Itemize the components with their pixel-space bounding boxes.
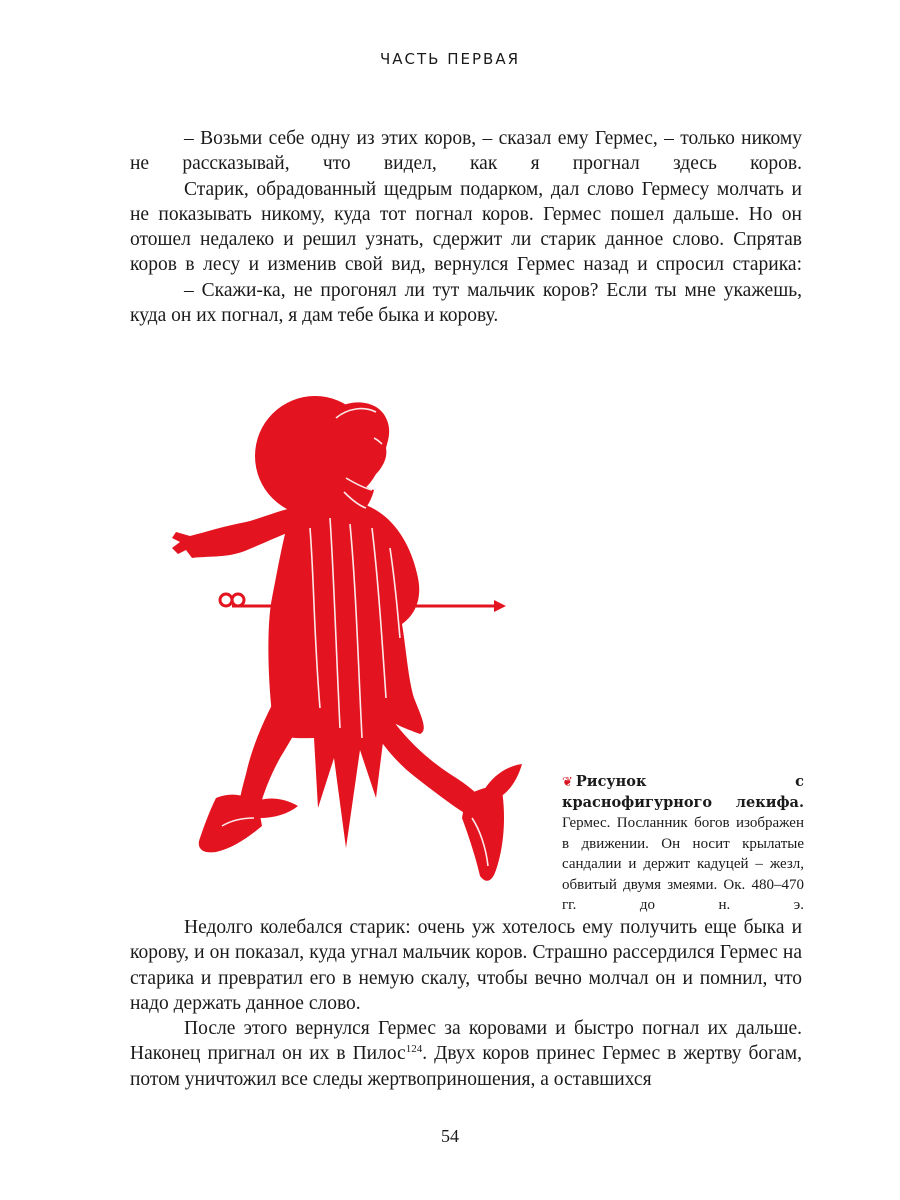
paragraph — [130, 1016, 802, 1092]
paragraph-text-cont: . Двух коров принес Гермес в жертву богам, потом уничтожил все следы жертвоприношения, а оставшихся — [130, 1043, 803, 1090]
page-number: 54 — [441, 1126, 459, 1146]
paragraph: – Возьми себе одну из этих коров, – сказал ему Гермес, – только никому не рассказывай, что видел, как я прогнал здесь коров. — [130, 128, 802, 175]
footnote-ref: 124 — [405, 1043, 423, 1056]
text-block-bottom — [130, 915, 802, 1092]
paragraph: – Скажи-ка, не прогонял ли тут мальчик коров? Если ты мне укажешь, куда он их погнал, я дам тебе быка и корову. — [130, 279, 802, 327]
ornament-icon: ❦ — [562, 774, 573, 789]
text-block-top — [130, 126, 802, 328]
figure-caption — [562, 772, 804, 916]
caption-text: Гермес. Посланник богов изображен в движении. Он носит крылатые сандалии и держит кадуцей – жезл, обвитый двумя змеями. Ок. 480–470 гг. до н. э. — [562, 815, 804, 913]
hermes-illustration — [150, 378, 540, 908]
paragraph: Старик, обрадованный щедрым подарком, дал слово Гермесу молчать и не показывать никому, куда тот погнал коров. Гермес пошел дальше. Но он отошел недалеко и решил узнать, сдержит ли старик данное слово. Спрятав коров в лесу и изменив свой вид, вернулся Гермес назад и спросил старика: — [130, 178, 802, 276]
red-figure-hermes-image — [150, 378, 540, 908]
paragraph: Недолго колебался старик: очень уж хотелось ему получить еще быка и корову, и он показал, куда угнал мальчик коров. Страшно рассердился Гермес на старика и превратил его в немую скалу, чтобы вечно молчал он и помнил, что надо держать данное слово. — [130, 917, 802, 1014]
paragraph-text: После этого вернулся Гермес за коровами и быстро погнал их дальше. Наконец пригнал он их в Пилос — [130, 1018, 802, 1065]
caption-title: Рисунок с краснофигурного лекифа. — [562, 773, 804, 811]
running-header: ЧАСТЬ ПЕРВАЯ — [379, 50, 520, 68]
